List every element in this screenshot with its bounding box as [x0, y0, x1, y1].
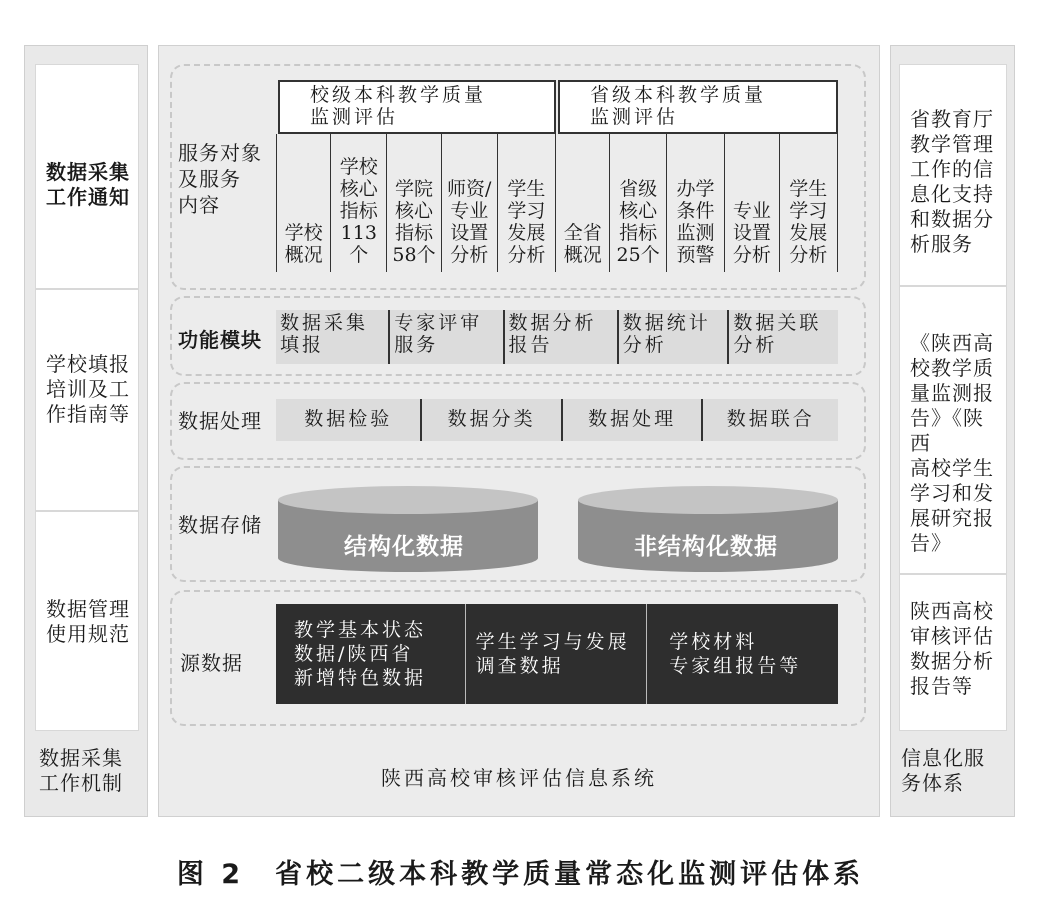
left-sidebar — [24, 45, 148, 817]
item-school-core-indicators: 学校 核心 指标 113个 — [331, 134, 387, 272]
item-student-development-analysis-province: 学生 学习 发展 分析 — [780, 134, 837, 272]
right-sidebar — [890, 45, 1015, 817]
func-data-collection: 数据采集 填报 — [276, 310, 390, 364]
figure-caption: 图 2 省校二级本科教学质量常态化监测评估体系 — [176, 859, 865, 890]
item-province-core-indicators: 省级 核心 指标 25个 — [610, 134, 666, 272]
function-items — [276, 310, 838, 364]
func-data-analysis-report: 数据分析 报告 — [505, 310, 619, 364]
unstructured-cylinder-top — [578, 486, 838, 514]
left-cell-training-guide: 学校填报 培训及工 作指南等 — [35, 289, 139, 511]
proc-data-classification: 数据分类 — [422, 399, 563, 441]
item-school-overview: 学校 概况 — [277, 134, 331, 272]
source-items — [276, 604, 838, 704]
right-cell-reports: 《陕西高 校教学质 量监测报 告》《陕西 高校学生 学习和发 展研究报 告》 — [899, 286, 1007, 574]
item-school-conditions-warning: 办学 条件 监测 预警 — [667, 134, 725, 272]
province-header: 省级本科教学质量 监测评估 — [558, 80, 838, 134]
unstructured-data-label: 非结构化数据 — [634, 534, 778, 560]
province-items — [556, 134, 838, 272]
proc-data-validation: 数据检验 — [276, 399, 422, 441]
func-data-statistics: 数据统计 分析 — [619, 310, 730, 364]
system-name: 陕西高校审核评估信息系统 — [381, 766, 657, 790]
item-province-overview: 全省 概况 — [556, 134, 610, 272]
processing-items — [276, 399, 838, 441]
source-basic-state-data: 教学基本状态 数据/陕西省 新增特色数据 — [276, 604, 466, 704]
right-cell-info-support: 省教育厅 教学管理 工作的信 息化支持 和数据分 析服务 — [899, 64, 1007, 286]
source-school-materials: 学校材料 专家组报告等 — [647, 604, 838, 704]
service-label: 服务对象 及服务 内容 — [178, 141, 262, 217]
function-label: 功能模块 — [178, 328, 262, 352]
source-label: 源数据 — [180, 651, 243, 675]
left-cell-data-collection-notice: 数据采集 工作通知 — [35, 64, 139, 289]
item-major-setting-analysis: 专业 设置 分析 — [725, 134, 779, 272]
school-header: 校级本科教学质量 监测评估 — [278, 80, 556, 134]
right-cell-analysis-reports: 陕西高校 审核评估 数据分析 报告等 — [899, 574, 1007, 731]
left-cell-data-management-rules: 数据管理 使用规范 — [35, 511, 139, 731]
item-student-development-analysis: 学生 学习 发展 分析 — [498, 134, 555, 272]
left-sidebar-footer: 数据采集 工作机制 — [39, 746, 123, 795]
structured-cylinder-top — [278, 486, 538, 514]
proc-data-union: 数据联合 — [726, 408, 815, 430]
func-expert-review: 专家评审 服务 — [390, 310, 504, 364]
processing-label: 数据处理 — [178, 409, 262, 433]
func-data-association: 数据关联 分析 — [733, 312, 822, 356]
source-student-survey-data: 学生学习与发展 调查数据 — [466, 604, 648, 704]
item-college-core-indicators: 学院 核心 指标 58个 — [387, 134, 441, 272]
storage-label: 数据存储 — [178, 513, 262, 537]
proc-data-processing: 数据处理 — [563, 399, 704, 441]
item-faculty-major-analysis: 师资/ 专业 设置 分析 — [442, 134, 498, 272]
school-items — [276, 134, 556, 272]
structured-data-label: 结构化数据 — [344, 534, 464, 560]
right-sidebar-footer: 信息化服 务体系 — [901, 746, 985, 795]
storage-cylinders — [270, 472, 850, 582]
